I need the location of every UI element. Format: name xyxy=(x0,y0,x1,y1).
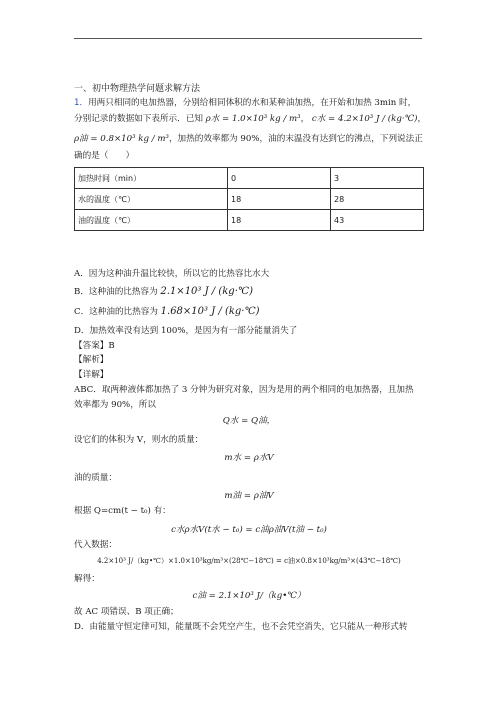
detail-label: 【详解】 xyxy=(74,370,109,380)
table-cell: 18 xyxy=(228,210,331,231)
table-row xyxy=(75,168,424,189)
data-table xyxy=(74,167,424,231)
option-a: A．因为这种油升温比较快，所以它的比热容比水大 xyxy=(74,269,270,279)
table-cell: 43 xyxy=(331,210,424,231)
equation-heat-equal: Q水 = Q油， xyxy=(222,416,276,426)
equation-heat-balance: c水ρ水V(t水 − t₀) = c油ρ油V(t油 − t₀) xyxy=(171,525,327,535)
header-rule xyxy=(74,38,422,39)
water-heat-formula: c水 = 4.2×10³ J / (kg·℃) xyxy=(311,114,418,124)
option-c: C．这种油的比热容为 1.68×10³ J / (kg·℃) xyxy=(74,306,260,317)
solution-line-5: 根据 Q=cm(t − t₀) 有： xyxy=(74,506,171,516)
table-row xyxy=(75,189,424,210)
oil-density-formula: ρ油 = 0.8×10³ kg / m³ xyxy=(74,134,169,144)
table-row xyxy=(75,210,424,231)
question-line-2: 分别记录的数据如下表所示．已知 ρ水 = 1.0×10³ kg / m³， c水 = 4.2×10³ J / (kg·℃)， xyxy=(74,114,427,124)
analysis-label: 【解析】 xyxy=(74,355,109,365)
option-b: B．这种油的比热容为 2.1×10³ J / (kg·℃) xyxy=(74,286,253,297)
table-cell: 水的温度（℃） xyxy=(75,189,228,210)
option-d: D．加热效率没有达到 100%，是因为有一部分能量消失了 xyxy=(74,326,298,336)
table-cell: 油的温度（℃） xyxy=(75,210,228,231)
table-cell: 0 xyxy=(228,168,331,189)
table-cell: 28 xyxy=(331,189,424,210)
question-line-1: 1．用两只相同的电加热器，分别给相同体积的水和某种油加热，在开始和加热 3min 时， xyxy=(74,98,417,108)
equation-water-mass: m水 = ρ水V xyxy=(224,453,274,463)
table-cell: 加热时间（min） xyxy=(75,168,228,189)
question-number: 1． xyxy=(74,98,89,108)
solution-line-8: 故 AC 项错误、B 项正确； xyxy=(74,607,179,617)
solution-line-6: 代入数据： xyxy=(74,540,117,550)
equation-substitution: 4.2×10³ J/（kg•℃）×1.0×10³kg/m³×(28℃−18℃) = c油×0.8×10³kg/m³×(43℃−18℃) xyxy=(97,557,401,565)
solution-line-4: 油的质量： xyxy=(74,473,117,483)
solution-line-3: 设它们的体积为 V，则水的质量： xyxy=(74,435,204,445)
equation-result: c油 = 2.1×10³ J/（kg•℃） xyxy=(192,591,306,601)
solution-line-2: 效率都为 90%，所以 xyxy=(74,400,156,410)
solution-line-1: ABC．取两种液体都加热了 3 分钟为研究对象，因为是用的两个相同的电加热器，且加热 xyxy=(74,385,414,395)
water-density-formula: ρ水 = 1.0×10³ kg / m³ xyxy=(205,114,301,124)
question-line-4: 确的是（ ） xyxy=(74,151,135,161)
table-cell: 3 xyxy=(331,168,424,189)
solution-line-7: 解得： xyxy=(74,574,100,584)
table-cell: 18 xyxy=(228,189,331,210)
option-b-formula: 2.1×10³ J / (kg·℃) xyxy=(160,286,253,297)
question-line-3: ρ油 = 0.8×10³ kg / m³，加热的效率都为 90%，油的末温没有达到它的沸点，下列说法正 xyxy=(74,134,423,144)
answer-label: 【答案】B xyxy=(74,341,115,351)
section-title: 一、初中物理热学问题求解方法 xyxy=(74,84,201,94)
solution-line-9: D．由能量守恒定律可知，能量既不会凭空产生，也不会凭空消失，它只能从一种形式转 xyxy=(74,622,408,632)
option-c-formula: 1.68×10³ J / (kg·℃) xyxy=(160,306,260,317)
equation-oil-mass: m油 = ρ油V xyxy=(224,491,274,501)
